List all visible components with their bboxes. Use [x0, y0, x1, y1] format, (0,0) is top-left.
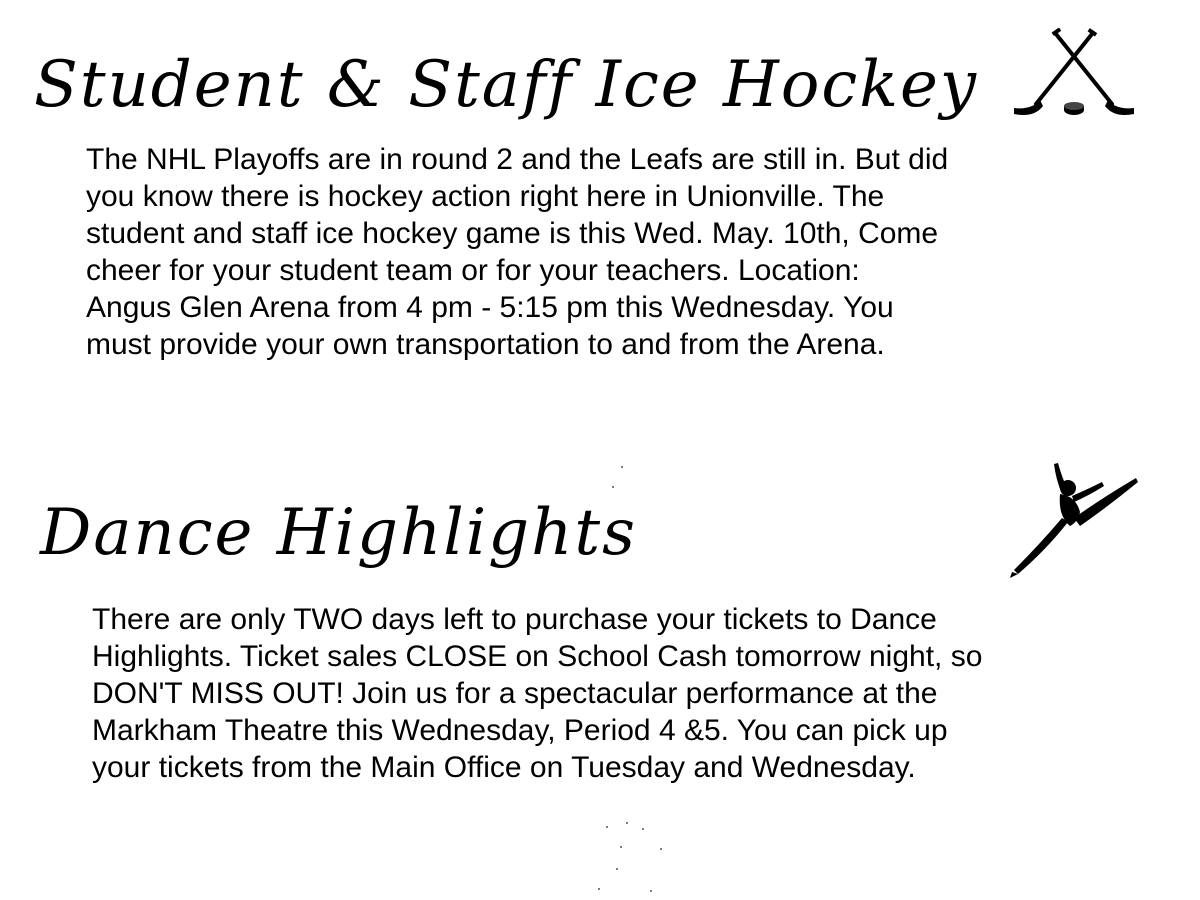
dance-line: your tickets from the Main Office on Tuesday and Wednesday. — [92, 751, 916, 784]
hockey-sticks-icon — [1012, 28, 1136, 120]
dance-line: There are only TWO days left to purchase your tickets to Dance — [92, 603, 937, 636]
hockey-line: cheer for your student team or for your teachers. Location: — [86, 254, 860, 287]
scan-speck — [650, 890, 652, 892]
dance-line: Highlights. Ticket sales CLOSE on School Cash tomorrow night, so — [92, 640, 983, 673]
hockey-line: you know there is hockey action right here in Unionville. The — [86, 180, 885, 213]
hockey-line: must provide your own transportation to and from the Arena. — [86, 328, 885, 361]
hockey-announcement — [86, 141, 1166, 363]
hockey-section-title: Student & Staff Ice Hockey — [34, 48, 978, 122]
scan-speck — [616, 868, 618, 870]
dance-line: DON'T MISS OUT! Join us for a spectacular performance at the — [92, 677, 938, 710]
scan-speck — [642, 828, 644, 830]
scan-speck — [620, 846, 622, 848]
hockey-line: student and staff ice hockey game is this Wed. May. 10th, Come — [86, 217, 939, 250]
scan-speck — [598, 888, 600, 890]
dance-line: Markham Theatre this Wednesday, Period 4 &5. You can pick up — [92, 714, 948, 747]
scan-speck — [612, 486, 614, 488]
dancer-icon — [1010, 460, 1140, 580]
scan-speck — [660, 848, 662, 850]
dance-announcement — [92, 601, 1172, 786]
dance-section-title: Dance Highlights — [40, 496, 637, 570]
scan-speck — [606, 826, 608, 828]
scan-speck — [626, 822, 628, 824]
scan-speck — [621, 466, 623, 468]
hockey-line: Angus Glen Arena from 4 pm - 5:15 pm this Wednesday. You — [86, 291, 894, 324]
hockey-line: The NHL Playoffs are in round 2 and the Leafs are still in. But did — [86, 143, 949, 176]
